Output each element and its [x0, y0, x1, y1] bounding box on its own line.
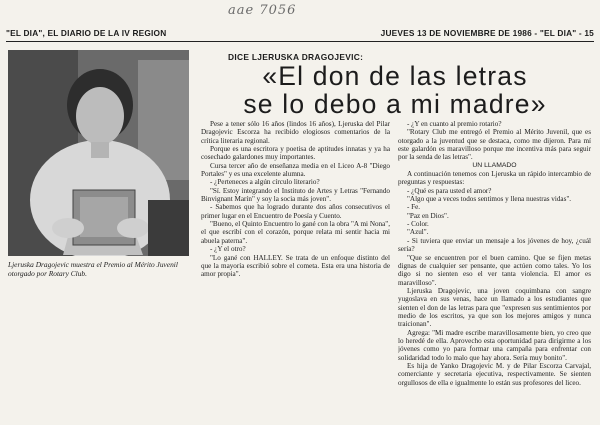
paragraph: Cursa tercer año de enseñanza media en el Liceo A-8 "Diego Portales" y es una excelente alumna. [201, 161, 390, 179]
paragraph: - Sabemos que ha logrado durante dos años consecutivos el primer lugar en el Encuentro de Poesía y Cuento. [201, 203, 390, 220]
paragraph: "Paz en Dios". [407, 211, 449, 220]
paragraph: Es hija de Yanko Dragojevic M. y de Pilar Escorza Carvajal, comerciante y secretaria ejecutiva, respectivamente. Se sienten orgullosos de ella e igualmente lo están sus profesores del liceo. [398, 361, 591, 387]
paragraph: Ljeruska Dragojevic, una joven coquimbana con sangre yugoslava en sus venas, hace un llamado a los estudiantes que sienten el don de las letras para que "expresen sus sentimientos por medio de los escritos, ya que son los mejores amigos y nunca traicionan". [398, 286, 591, 329]
portrait-photo [8, 50, 189, 256]
paragraph: "Lo gané con HALLEY. Se trata de un enfoque distinto del que la mayoría escribió sobre el cometa. Esta era una historia de amor propia". [201, 253, 390, 279]
photo-illustration [8, 50, 189, 256]
paragraph: A continuación tenemos con Ljeruska un rápido intercambio de preguntas y respuestas: [398, 170, 591, 187]
headline-line-1: «El don de las letras [262, 61, 528, 91]
paragraph: Agrega: "Mi madre escribe maravillosamente bien, yo creo que lo heredé de ella. Aprovecho esta oportunidad para dirigirme a los jóvenes como yo para formar una campaña para enfrentar con solidaridad todo lo malo que hay ahora. Sería muy bonito". [398, 328, 591, 362]
article-column-2 [398, 120, 591, 420]
article-kicker: DICE LJERUSKA DRAGOJEVIC: [228, 52, 364, 62]
paragraph: Porque es una escritora y poetisa de aptitudes innatas y ya ha cosechado galardones muy importantes. [201, 145, 390, 162]
paragraph: - Si tuviera que enviar un mensaje a los jóvenes de hoy, ¿cuál sería? [398, 236, 591, 254]
header-masthead: "EL DIA", EL DIARIO DE LA IV REGION [6, 28, 167, 38]
paragraph: - ¿Y en cuanto al premio rotario? [407, 120, 502, 128]
paragraph: - Fe. [407, 203, 421, 212]
article-column-1 [201, 120, 390, 290]
paragraph: - Color. [407, 220, 429, 229]
paragraph: "Bueno, el Quinto Encuentro lo gané con la obra "A mi Nona", el que escribí con el corazón, porque relata mi sentir hacia mi abuela paterna". [201, 220, 390, 245]
photo-caption: Ljeruska Dragojevic muestra el Premio al Mérito Juvenil otorgado por Rotary Club. [8, 260, 178, 278]
paragraph: - ¿Qué es para usted el amor? [407, 186, 492, 195]
paragraph: - ¿Perteneces a algún círculo literario? [210, 178, 320, 187]
paragraph: "Que se encuentren por el buen camino. Que se fijen metas dignas de cualquier ser pensante, que actúen como tales. Yo los digo si no sienten eso el ver tanta violencia. El amor es maravilloso". [398, 253, 591, 287]
paragraph: "Rotary Club me entregó el Premio al Mérito Juvenil, que es otorgado a la juventud que se destaca, como me dijeron. Para mí este galardón es maravilloso porque me incentiva más para seguir por la senda de las letras". [398, 128, 591, 162]
paragraph: "Azul". [407, 228, 429, 237]
paragraph: "Algo que a veces todos sentimos y llena nuestras vidas". [407, 195, 572, 204]
article-headline [199, 62, 591, 118]
handwritten-archive-note: aae 7056 [228, 3, 297, 18]
page-header [6, 26, 594, 40]
header-date-page: JUEVES 13 DE NOVIEMBRE DE 1986 - "EL DIA" - 15 [380, 28, 594, 38]
subheading: UN LLAMADO [472, 161, 517, 169]
header-rule [6, 41, 594, 42]
headline-line-2: se lo debo a mi madre» [243, 89, 547, 119]
paragraph: - ¿Y el otro? [210, 245, 246, 254]
paragraph: "Sí. Estoy integrando el Instituto de Artes y Letras "Fernando Binvignant Marín" y soy la socia más joven". [201, 186, 390, 204]
paragraph: Pese a tener sólo 16 años (lindos 16 años), Ljeruska del Pilar Dragojevic Escorza ha recibido elogiosos comentarios de la crítica literaria regional. [201, 120, 390, 145]
